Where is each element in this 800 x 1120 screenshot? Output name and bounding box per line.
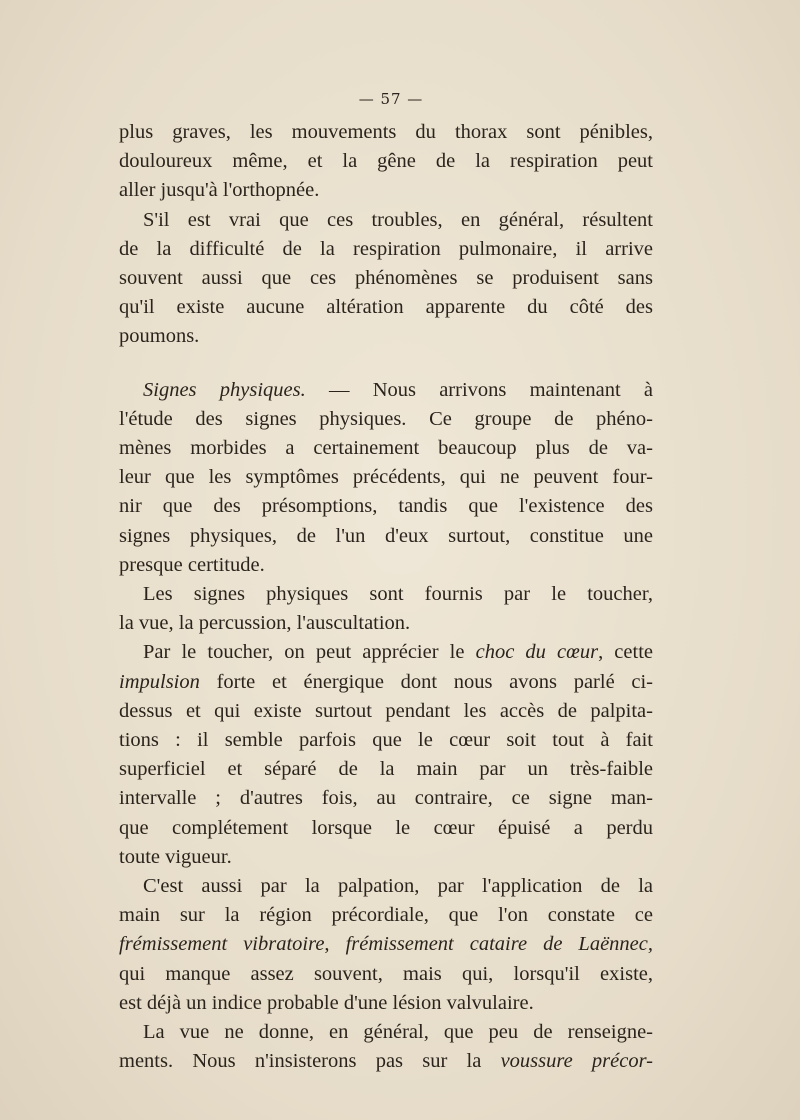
text-line: leur que les symptômes précédents, qui ne peuvent four- <box>119 466 653 489</box>
text-line: que complétement lorsque le cœur épuisé a perdu <box>119 816 653 839</box>
text-line: intervalle ; d'autres fois, au contraire, ce signe man- <box>119 787 653 810</box>
page-number: — 57 — <box>358 90 424 108</box>
text-line: douloureux même, et la gêne de la respiration peut <box>119 150 653 173</box>
italic-term: impulsion <box>119 670 200 693</box>
paragraph-4 <box>119 580 653 638</box>
section-heading: Signes physiques. <box>143 378 306 401</box>
text-line: souvent aussi que ces phénomènes se produisent sans <box>119 267 653 290</box>
paragraph-1 <box>119 118 653 206</box>
text-line <box>119 638 653 667</box>
paragraph-2 <box>119 206 653 352</box>
text-line: signes physiques, de l'un d'eux surtout, constitue une <box>119 524 653 547</box>
italic-term: frémissement vibratoire <box>119 933 325 956</box>
text-line: mènes morbides a certainement beaucoup plus de va- <box>119 437 653 460</box>
text-line: l'étude des signes physiques. Ce groupe de phéno- <box>119 407 653 430</box>
italic-term: frémissement cataire de Laënnec, <box>345 933 654 956</box>
text-line: presque certitude. <box>119 553 265 576</box>
text-line: de la difficulté de la respiration pulmonaire, il arrive <box>119 237 653 260</box>
text-line <box>119 668 653 697</box>
paragraph-signes-physiques <box>119 376 653 580</box>
text-line: qu'il existe aucune altération apparente du côté des <box>119 296 653 319</box>
text-run: , cette <box>598 641 653 664</box>
paragraph-5 <box>119 638 653 872</box>
text-line <box>119 930 653 959</box>
text-line: La vue ne donne, en général, que peu de renseigne- <box>143 1021 653 1044</box>
text-line: main sur la région précordiale, que l'on constate ce <box>119 904 653 927</box>
text-line: superficiel et séparé de la main par un très-faible <box>119 758 653 781</box>
book-page <box>119 88 653 1077</box>
paragraph-7 <box>119 1018 653 1076</box>
text-line: plus graves, les mouvements du thorax sont pénibles, <box>119 121 653 143</box>
text-line: aller jusqu'à l'orthopnée. <box>119 179 320 202</box>
text-line: dessus et qui existe surtout pendant les accès de palpita- <box>119 699 653 722</box>
text-line: tions : il semble parfois que le cœur soit tout à fait <box>119 729 653 752</box>
paragraph-6 <box>119 872 653 1018</box>
text-line: C'est aussi par la palpation, par l'application de la <box>143 875 653 898</box>
text-line: Les signes physiques sont fournis par le toucher, <box>143 583 653 606</box>
text-line: est déjà un indice probable d'une lésion valvulaire. <box>119 991 534 1014</box>
text-line: qui manque assez souvent, mais qui, lorsqu'il existe, <box>119 962 653 985</box>
text-line: poumons. <box>119 325 200 348</box>
text-line: nir que des présomptions, tandis que l'existence des <box>119 495 653 518</box>
text-line <box>119 376 653 405</box>
text-line: la vue, la percussion, l'auscultation. <box>119 612 411 635</box>
text-run: Par le toucher, on peut apprécier le <box>143 641 465 664</box>
italic-term: choc du cœur <box>475 641 599 664</box>
italic-term: voussure précor- <box>500 1050 653 1073</box>
text-run: — Nous arrivons maintenant à <box>328 378 654 401</box>
text-line: toute vigueur. <box>119 845 232 868</box>
text-run: forte et énergique dont nous avons parlé ci- <box>216 670 653 693</box>
text-run: ments. Nous n'insisterons pas sur la <box>119 1050 482 1073</box>
text-line: S'il est vrai que ces troubles, en général, résultent <box>143 208 653 231</box>
text-run: , <box>324 933 330 956</box>
text-line <box>119 1047 653 1076</box>
